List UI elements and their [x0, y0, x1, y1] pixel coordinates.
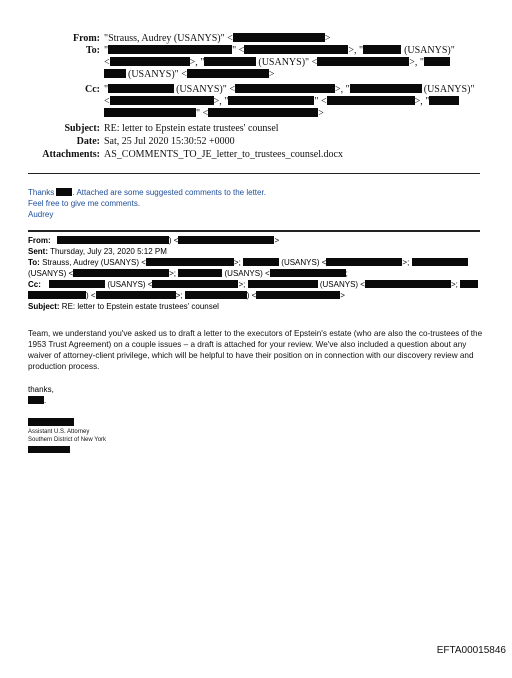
redaction: [204, 57, 256, 66]
to-line-3: [104, 69, 275, 82]
redaction: [152, 280, 238, 288]
quote: " <: [232, 45, 245, 56]
redaction: [244, 45, 348, 54]
quoted-to-label: To:: [28, 258, 40, 267]
bracket: ;: [345, 269, 348, 278]
redaction: [187, 69, 269, 78]
cc-line-2: [104, 96, 459, 109]
bracket: ) <: [86, 291, 96, 300]
redaction: [28, 291, 86, 299]
bracket: >, ": [414, 96, 430, 107]
redaction: [256, 291, 340, 299]
redaction: [317, 57, 409, 66]
redaction: [104, 69, 126, 78]
bracket: >: [268, 69, 275, 80]
reply-signoff: Audrey: [28, 210, 54, 219]
period: .: [44, 396, 47, 405]
bracket: ) <: [246, 291, 257, 300]
quoted-body: Team, we understand you've asked us to draft a letter to the executors of Epstein's estate (who are also the co-trustees of the 1953 Trust Agreement) on a couple issues – a draft is attached for your review. We've also included a question about any waiver of attorney-client privilege, which will be helpful to have their position on in connection with our discovery review and production process.: [28, 329, 483, 371]
redaction: [243, 258, 279, 266]
redaction: [57, 236, 169, 244]
redaction: [460, 280, 478, 288]
quoted-subject: [28, 301, 219, 312]
cc-line-3: [104, 108, 324, 121]
bracket: >, ": [348, 45, 364, 56]
attachment-link[interactable]: AS_COMMENTS_TO_JE_letter_to_trustees_counsel.docx: [104, 149, 343, 160]
bracket: >;: [238, 280, 246, 289]
reply-line-2: Feel free to give me comments.: [28, 199, 141, 208]
redaction: [28, 396, 47, 405]
redaction: [233, 33, 325, 42]
redaction: [350, 84, 422, 93]
quoted-cc-1: [28, 279, 478, 290]
signature-name-redaction: [28, 418, 74, 426]
quoted-from-label: From:: [28, 236, 51, 245]
redaction: [108, 45, 232, 54]
bracket: >;: [450, 280, 458, 289]
usanys-text: (USANYS)": [423, 84, 475, 95]
bracket: >;: [233, 258, 241, 267]
usanys-text: (USANYS) <: [107, 280, 153, 289]
redaction: [178, 236, 274, 244]
thanks-word: Thanks: [28, 188, 55, 197]
to-line-1: [104, 45, 455, 58]
quoted-subject-label: Subject:: [28, 302, 60, 311]
redaction: [96, 291, 176, 299]
reply-line-1: [28, 187, 266, 198]
bracket: >;: [169, 269, 177, 278]
attachments-label: Attachments:: [42, 149, 100, 160]
date-label: Date:: [76, 136, 100, 147]
from-label: From:: [72, 33, 100, 44]
quoted-to-2: [28, 268, 348, 279]
bracket: <: [104, 96, 110, 107]
redaction: [208, 108, 318, 117]
redaction: [110, 96, 214, 105]
quoted-sent-value: Thursday, July 23, 2020 5:12 PM: [50, 247, 167, 256]
redaction: [185, 291, 247, 299]
bracket: <: [104, 57, 110, 68]
redaction: [110, 57, 190, 66]
usanys-text: (USANYS) <: [224, 269, 270, 278]
bracket: >, ": [189, 57, 205, 68]
bracket: >: [324, 33, 331, 44]
from-name: "Strauss, Audrey (USANYS)" <: [104, 33, 233, 44]
quoted-sent: [28, 246, 167, 257]
signature-contact-redaction: [28, 446, 70, 453]
bracket: >: [340, 291, 345, 300]
bates-number: EFTA00015846: [436, 645, 506, 656]
redaction: [108, 84, 174, 93]
redaction: [146, 258, 234, 266]
redaction: [363, 45, 401, 54]
to-label: To:: [85, 45, 100, 56]
bracket: ) <: [168, 236, 179, 245]
from-value: [104, 33, 330, 46]
usanys-text: (USANYS) <: [281, 258, 327, 267]
usanys-text: (USANYS)": [404, 45, 455, 56]
to-line-2: [104, 57, 450, 70]
subject-value: RE: letter to Epstein estate trustees' counsel: [104, 123, 279, 134]
bracket: >, ": [409, 57, 425, 68]
redaction: [235, 84, 335, 93]
redaction: [248, 280, 318, 288]
bracket: >, ": [213, 96, 229, 107]
redaction: [49, 280, 105, 288]
usanys-text: (USANYS) <: [28, 269, 74, 278]
quoted-cc-2: [28, 290, 345, 301]
quoted-to-value: Strauss, Audrey (USANYS) <: [42, 258, 146, 267]
reply-text: . Attached are some suggested comments to the letter.: [72, 188, 266, 197]
quoted-thanks: thanks,: [28, 385, 54, 394]
cc-label: Cc:: [85, 84, 100, 95]
redaction: [412, 258, 468, 266]
redaction: [228, 96, 314, 105]
bracket: >, ": [335, 84, 350, 95]
date-value: Sat, 25 Jul 2020 15:30:52 +0000: [104, 136, 235, 147]
redaction: [178, 269, 222, 277]
usanys-text: (USANYS) <: [319, 280, 365, 289]
redaction: [365, 280, 451, 288]
redaction: [327, 96, 415, 105]
subject-label: Subject:: [64, 123, 100, 134]
redaction: [56, 188, 72, 196]
quoted-divider: [28, 230, 480, 232]
signature-office: Southern District of New York: [28, 437, 107, 443]
quoted-sender-initial: [28, 395, 46, 406]
bracket: >;: [175, 291, 183, 300]
quote: ": [104, 45, 109, 56]
usanys-text: (USANYS)" <: [258, 57, 318, 68]
redaction: [73, 269, 169, 277]
usanys-text: (USANYS)" <: [176, 84, 235, 95]
redaction: [104, 108, 196, 117]
bracket: >: [274, 236, 280, 245]
bracket: >;: [402, 258, 410, 267]
quoted-from: [28, 235, 279, 246]
quoted-cc-label: Cc:: [28, 280, 41, 289]
quoted-subject-value: RE: letter to Epstein estate trustees' counsel: [61, 302, 219, 311]
quoted-to-1: [28, 257, 468, 268]
bracket: >: [318, 108, 324, 119]
quote: ": [104, 84, 109, 95]
redaction: [326, 258, 402, 266]
redaction: [424, 57, 450, 66]
quote: " <: [314, 96, 327, 107]
signature-title: Assistant U.S. Attorney: [28, 429, 90, 435]
cc-line-1: [104, 84, 475, 97]
redaction: [270, 269, 346, 277]
quoted-sent-label: Sent:: [28, 247, 48, 256]
redaction: [429, 96, 459, 105]
usanys-text: (USANYS)" <: [128, 69, 187, 80]
header-divider: [28, 173, 480, 174]
quote: " <: [196, 108, 209, 119]
